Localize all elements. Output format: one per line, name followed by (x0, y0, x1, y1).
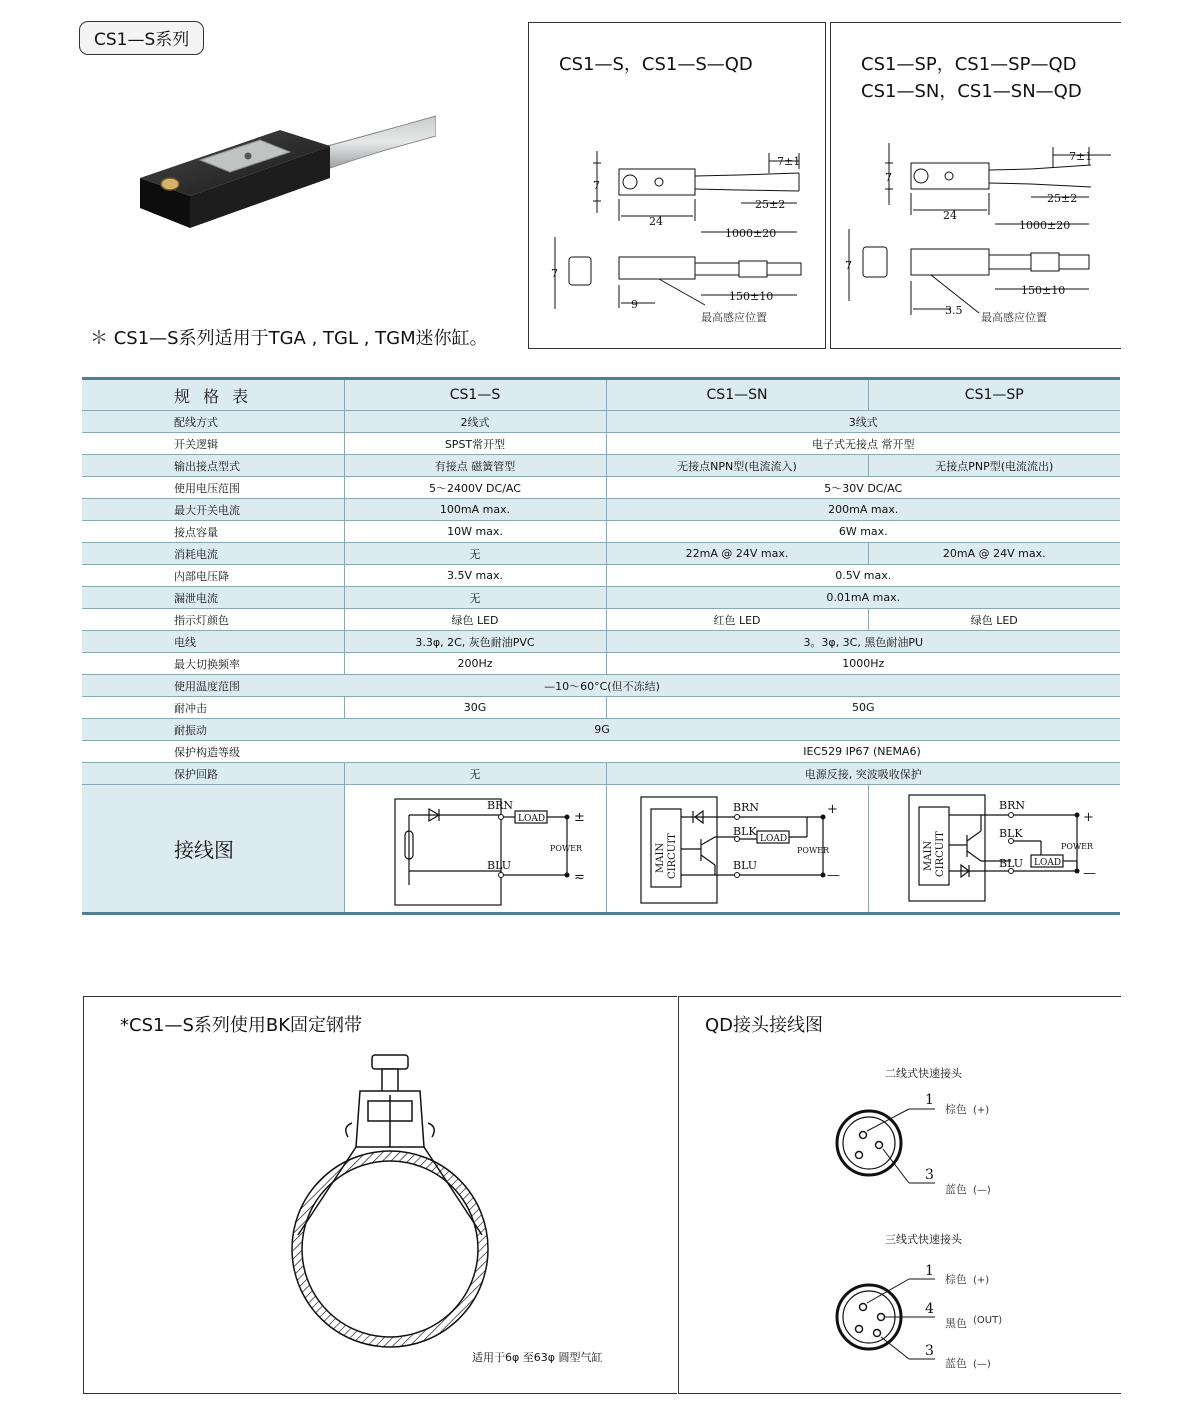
table-row (82, 719, 1120, 741)
dim-height: 7 (885, 171, 892, 184)
dim-cable: 1000±20 (725, 227, 777, 240)
cell-cs1-sn-sp: 3线式 (606, 411, 1120, 433)
cell-cs1-sn-sp: 电子式无接点 常开型 (606, 433, 1120, 455)
sense-position-label: 最高感应位置 (981, 311, 1047, 324)
row-label: 内部电压降 (82, 565, 344, 587)
dim-length: 24 (649, 215, 663, 228)
pin-1-label: 棕色 (945, 1273, 967, 1286)
main-label: MAIN (922, 840, 934, 871)
cell-cs1-sn-sp: 0.01mA max. (606, 587, 1120, 609)
col-header-cs1-sn: CS1—SN (606, 379, 868, 411)
pin-1-label: 棕色 (945, 1103, 967, 1116)
drawing-title-line2: CS1—SN，CS1—SN—QD (861, 81, 1082, 102)
pin-1-number: 1 (925, 1263, 934, 1279)
reed-switch-circuit (345, 785, 607, 909)
row-label: 保护构造等级 (82, 741, 344, 763)
table-row (82, 521, 1120, 543)
table-row (82, 631, 1120, 653)
cell-cs1-s: 无 (344, 763, 606, 785)
cell-cs1-sn-sp: 电源反接, 突波吸收保护 (606, 763, 1120, 785)
spec-header-row (82, 379, 1120, 411)
bk-band-illustration (284, 1047, 514, 1367)
cell-cs1-s: 有接点 磁簧管型 (344, 455, 606, 477)
row-label: 指示灯颜色 (82, 609, 344, 631)
row-label: 耐冲击 (82, 697, 344, 719)
wiring-diagram-cs1-s (344, 785, 606, 914)
table-row (82, 697, 1120, 719)
cell-cs1-sn-sp: 50G (606, 697, 1120, 719)
row-label: 保护回路 (82, 763, 344, 785)
drawing-title-line1: CS1—SP，CS1—SP—QD (861, 54, 1077, 75)
row-label: 电线 (82, 631, 344, 653)
cell-cs1-sp: 20mA @ 24V max. (868, 543, 1120, 565)
cell-cs1-s: 3.5V max. (344, 565, 606, 587)
pin-3-sign: (—) (973, 1185, 991, 1196)
qd-section-title: QD接头接线图 (705, 1015, 824, 1036)
three-wire-connector (829, 1259, 1019, 1379)
cell-cs1-s: 3.3φ, 2C, 灰色耐油PVC (344, 631, 606, 653)
dim-lead: 25±2 (755, 198, 786, 211)
dim-cable: 1000±20 (1019, 219, 1071, 232)
dim-sense-offset: 3.5 (945, 304, 963, 317)
dim-qd-height: 7 (845, 259, 852, 272)
pin-4-sign: (OUT) (973, 1315, 1003, 1326)
plus-label: ± (573, 810, 585, 825)
blu-label: BLU (732, 859, 757, 872)
table-row (82, 499, 1120, 521)
dim-height: 7 (593, 179, 600, 192)
brn-label: BRN (732, 801, 759, 814)
table-row (82, 609, 1120, 631)
row-label: 漏泄电流 (82, 587, 344, 609)
drawing-title: CS1—S，CS1—S—QD (559, 54, 753, 75)
cell-cs1-s: 绿色 LED (344, 609, 606, 631)
plus-label: + (826, 802, 838, 817)
dim-strip: 7±1 (1069, 150, 1093, 163)
pin-1-sign: (+) (973, 1105, 990, 1116)
wiring-diagram-cs1-sp (868, 785, 1120, 914)
bk-section-title: *CS1—S系列使用BK固定钢带 (120, 1015, 363, 1036)
minus-label: — (826, 868, 840, 883)
pin-4-number: 4 (925, 1301, 934, 1317)
wiring-label: 接线图 (82, 785, 344, 914)
dim-strip: 7±1 (777, 155, 801, 168)
dim-lead: 25±2 (1047, 192, 1078, 205)
table-row (82, 675, 1120, 697)
pin-3-number: 3 (925, 1343, 934, 1359)
table-row (82, 587, 1120, 609)
table-row (82, 433, 1120, 455)
minus-label: — (1082, 866, 1096, 881)
cell-cs1-sn-sp: 5～30V DC/AC (606, 477, 1120, 499)
three-wire-title: 三线式快速接头 (885, 1233, 962, 1246)
pin-3-number: 3 (925, 1167, 934, 1183)
cell-cs1-s: 5～2400V DC/AC (344, 477, 606, 499)
cell-cs1-s: 10W max. (344, 521, 606, 543)
row-label: 配线方式 (82, 411, 344, 433)
wiring-diagram-row (82, 785, 1120, 914)
row-label: 接点容量 (82, 521, 344, 543)
table-row (82, 565, 1120, 587)
row-label: 使用电压范围 (82, 477, 344, 499)
dim-qd-cable: 150±10 (1021, 284, 1066, 297)
blk-label: BLK (998, 827, 1023, 840)
brn-label: BRN (486, 799, 513, 812)
dimension-diagram (831, 23, 1121, 348)
table-row (82, 653, 1120, 675)
cell-cs1-sn-sp: 3。3φ, 3C, 黑色耐油PU (606, 631, 1120, 653)
cell-cs1-sn-sp: 200mA max. (606, 499, 1120, 521)
npn-circuit (607, 785, 869, 909)
row-label: 耐振动 (82, 719, 344, 741)
blk-label: BLK (732, 825, 757, 838)
cell-all: IEC529 IP67 (NEMA6) (344, 741, 1120, 763)
table-row (82, 543, 1120, 565)
load-label: LOAD (759, 834, 787, 844)
circuit-label: CIRCUIT (666, 833, 678, 879)
cell-cs1-sn-sp: 0.5V max. (606, 565, 1120, 587)
cell-cs1-sn-sp: 1000Hz (606, 653, 1120, 675)
pin-1-sign: (+) (973, 1275, 990, 1286)
cell-cs1-sn: 22mA @ 24V max. (606, 543, 868, 565)
cell-cs1-s: 无 (344, 543, 606, 565)
table-row (82, 741, 1120, 763)
cell-cs1-sn-sp: 6W max. (606, 521, 1120, 543)
cell-all: 9G (344, 719, 1120, 741)
dim-length: 24 (943, 209, 957, 222)
cell-cs1-s: 30G (344, 697, 606, 719)
power-label: POWER (796, 846, 829, 855)
cell-cs1-s: 200Hz (344, 653, 606, 675)
row-label: 开关逻辑 (82, 433, 344, 455)
dimension-drawing-cs1-sp-sn (830, 22, 1121, 349)
two-wire-title: 二线式快速接头 (885, 1067, 962, 1080)
pnp-circuit (869, 785, 1121, 909)
table-row (82, 477, 1120, 499)
table-row (82, 411, 1120, 433)
dim-qd-height: 7 (551, 267, 558, 280)
brn-label: BRN (998, 799, 1025, 812)
table-row (82, 763, 1120, 785)
dim-sense-offset: 9 (631, 298, 638, 311)
usage-note: ＊ CS1—S系列适用于TGA , TGL , TGM迷你缸。 (90, 328, 488, 349)
col-header-cs1-s: CS1—S (344, 379, 606, 411)
table-row (82, 455, 1120, 477)
cell-cs1-sn: 红色 LED (606, 609, 868, 631)
series-tag: CS1—S系列 (79, 21, 204, 55)
cell-cs1-s: SPST常开型 (344, 433, 606, 455)
sense-position-label: 最高感应位置 (701, 311, 767, 324)
pin-1-number: 1 (925, 1092, 934, 1108)
cell-cs1-s: 2线式 (344, 411, 606, 433)
pin-3-sign: (—) (973, 1359, 991, 1370)
load-label: LOAD (517, 814, 545, 824)
dimension-diagram (529, 23, 825, 348)
sensor-photo (130, 108, 436, 258)
two-wire-connector (829, 1087, 1019, 1207)
cell-cs1-sp: 绿色 LED (868, 609, 1120, 631)
row-label: 消耗电流 (82, 543, 344, 565)
row-label: 输出接点型式 (82, 455, 344, 477)
bk-band-section (83, 996, 677, 1394)
row-label: 最大开关电流 (82, 499, 344, 521)
power-label: POWER (549, 844, 582, 853)
pin-3-label: 蓝色 (945, 1357, 967, 1370)
pin-4-label: 黑色 (945, 1317, 967, 1330)
cell-cs1-s: 100mA max. (344, 499, 606, 521)
row-label: 使用温度范围 (82, 675, 344, 697)
minus-label: ≂ (573, 870, 585, 885)
spec-table (82, 377, 1120, 915)
cell-cs1-sp: 无接点PNP型(电流流出) (868, 455, 1120, 477)
cell-cs1-sn: 无接点NPN型(电流流入) (606, 455, 868, 477)
qd-connector-section (678, 996, 1121, 1394)
cell-all: —10～60°C(但不冻结) (344, 675, 1120, 697)
wiring-diagram-cs1-sn (606, 785, 868, 914)
load-label: LOAD (1033, 858, 1061, 868)
blu-label: BLU (998, 857, 1023, 870)
blu-label: BLU (486, 859, 511, 872)
plus-label: + (1082, 810, 1094, 825)
row-label: 最大切换频率 (82, 653, 344, 675)
spec-header-label: 规 格 表 (82, 379, 344, 411)
bk-caption: 适用于6φ 至63φ 圆型气缸 (472, 1351, 603, 1364)
main-label: MAIN (654, 842, 666, 873)
power-label: POWER (1060, 842, 1093, 851)
cell-cs1-s: 无 (344, 587, 606, 609)
dimension-drawing-cs1-s (528, 22, 826, 349)
col-header-cs1-sp: CS1—SP (868, 379, 1120, 411)
pin-3-label: 蓝色 (945, 1183, 967, 1196)
dim-qd-cable: 150±10 (729, 290, 774, 303)
circuit-label: CIRCUIT (934, 831, 946, 877)
